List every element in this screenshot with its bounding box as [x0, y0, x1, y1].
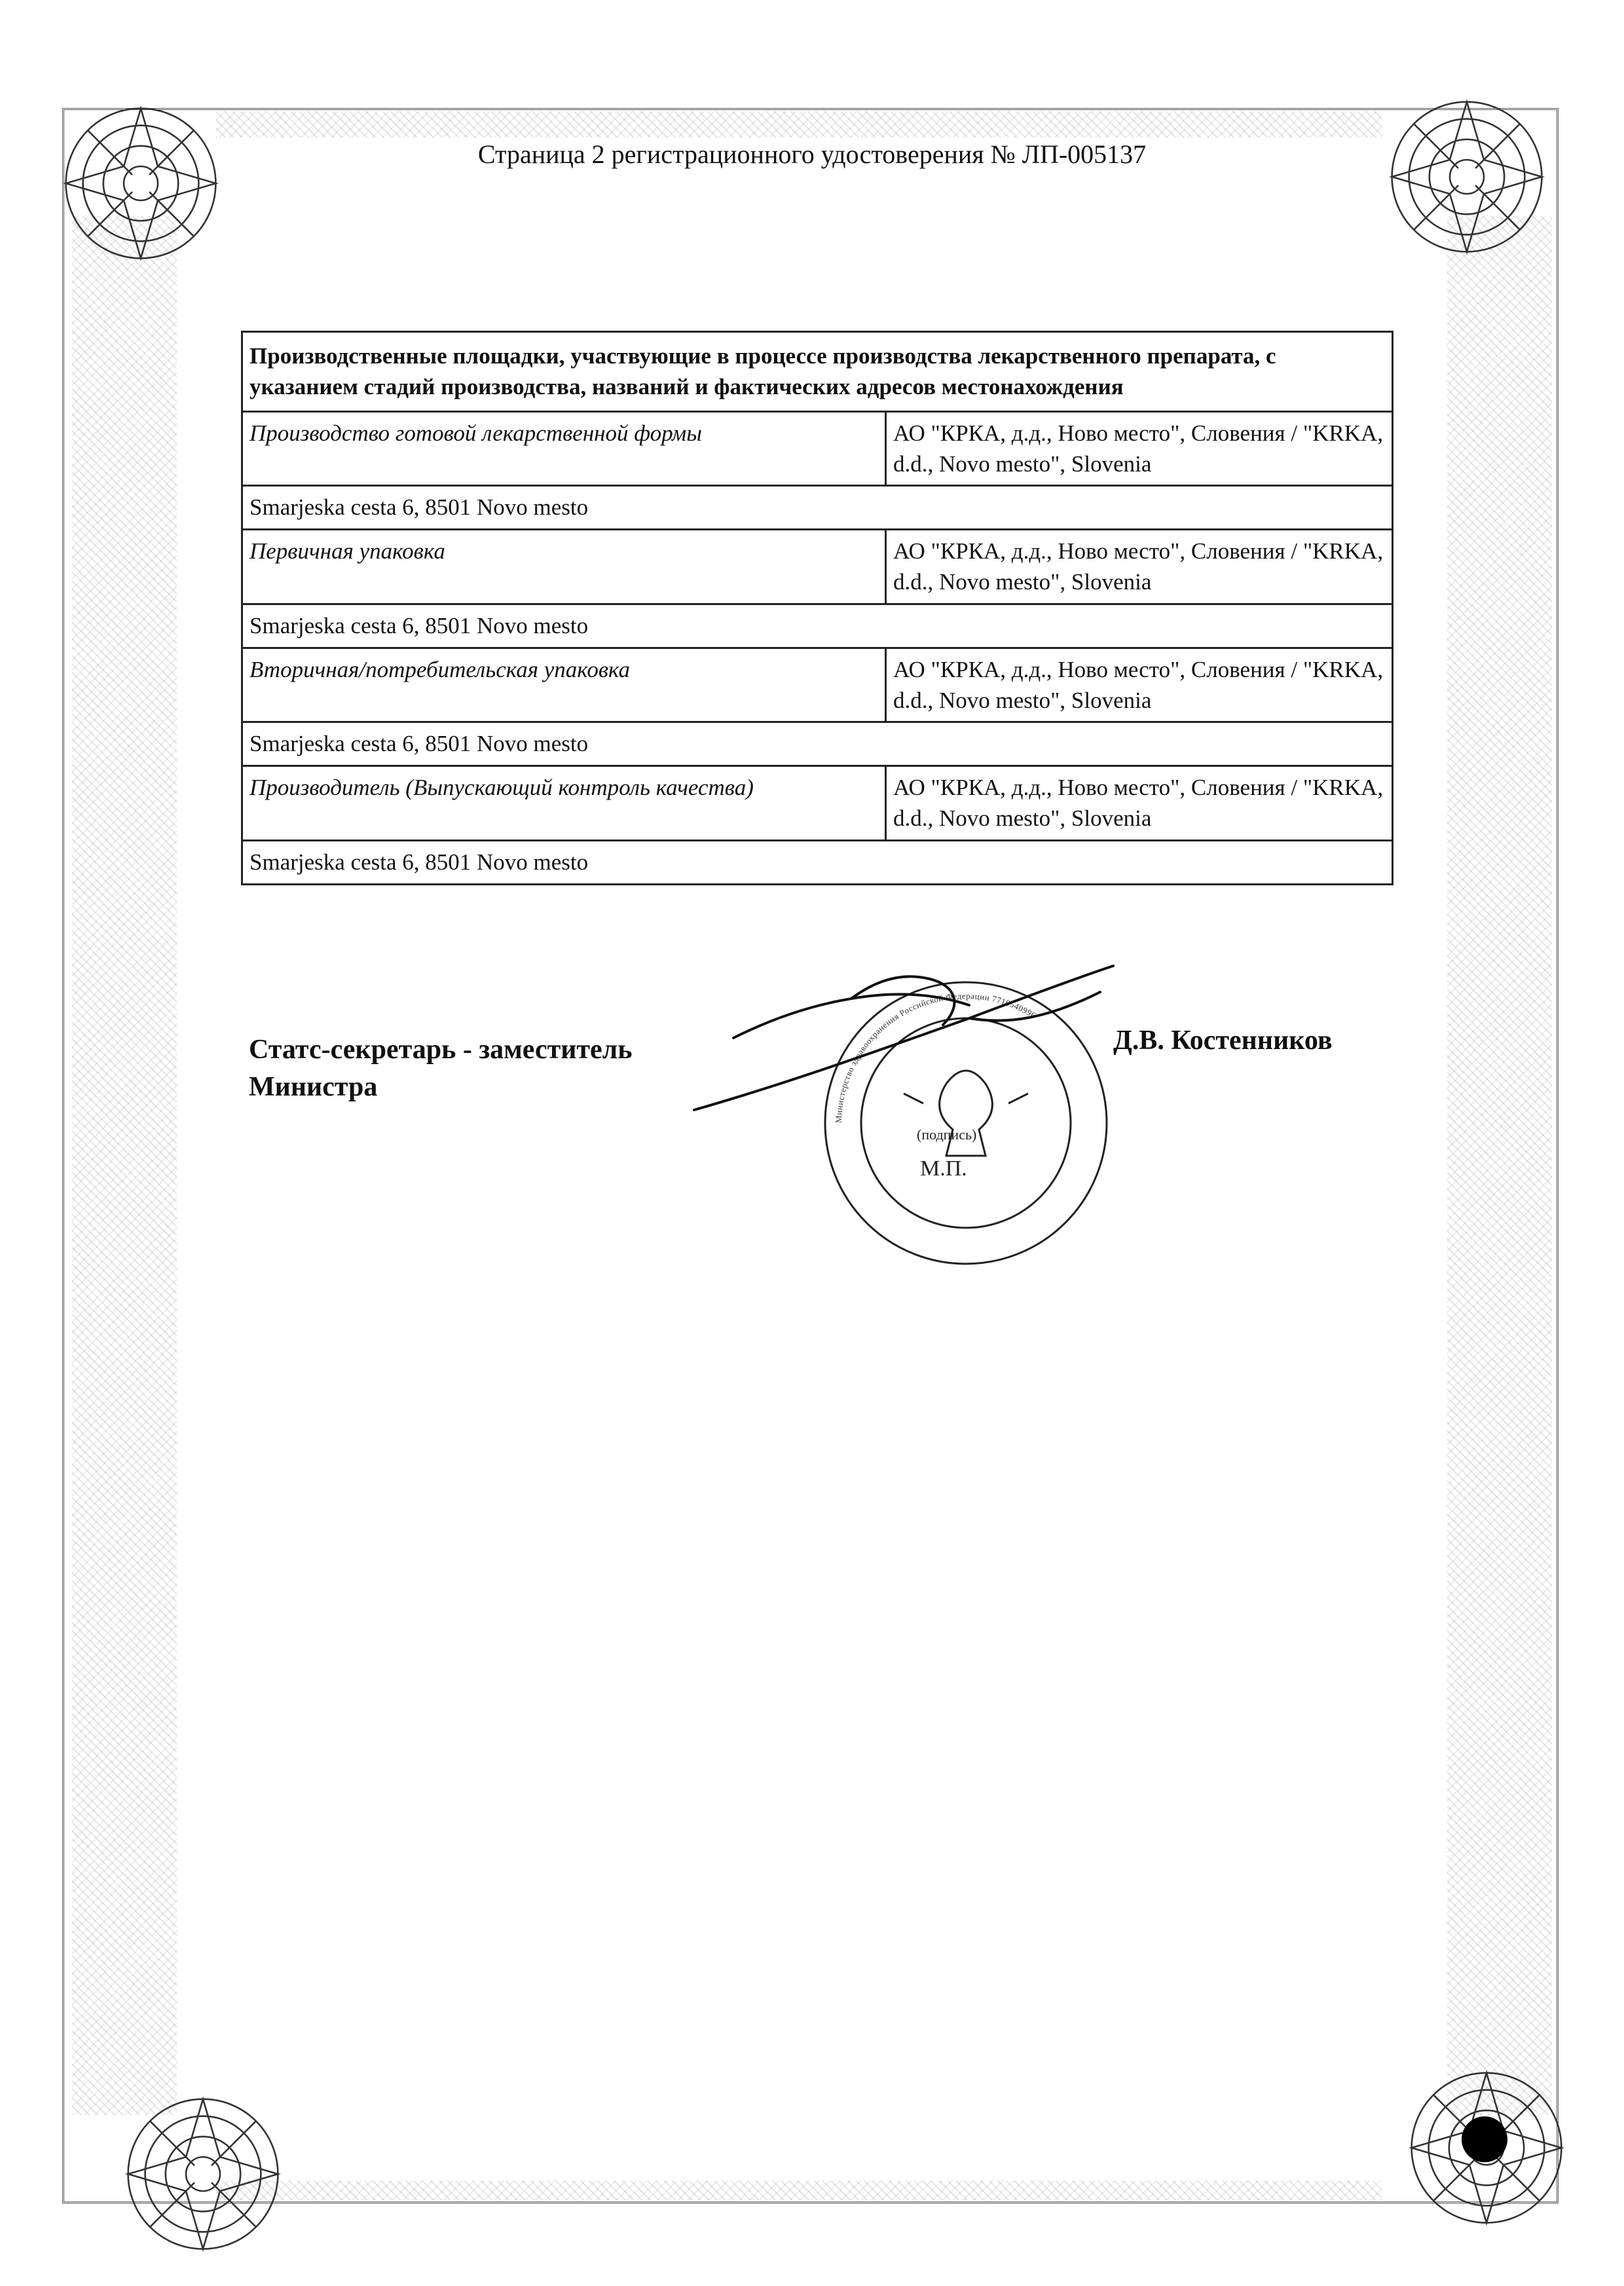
address-cell: Smarjeska cesta 6, 8501 Novo mesto [242, 840, 1393, 884]
table-row [242, 648, 1393, 722]
address-cell: Smarjeska cesta 6, 8501 Novo mesto [242, 722, 1393, 766]
table-row [242, 604, 1393, 648]
rosette-ornament-icon [1382, 92, 1552, 262]
signatory-role-line: Министра [249, 1071, 378, 1102]
signatory-name: Д.В. Костенников [1113, 1025, 1333, 1056]
table-row [242, 766, 1393, 841]
rosette-ornament-icon [56, 98, 226, 268]
page-title: Страница 2 регистрационного удостоверения № ЛП-005137 [477, 139, 1147, 169]
table-row [242, 486, 1393, 530]
rosette-ornament-icon [118, 2089, 288, 2259]
table-row [242, 722, 1393, 766]
punch-hole-dot [1462, 2116, 1507, 2162]
manufacturer-cell: АО "КРКА, д.д., Ново место", Словения / "KRKA, d.d., Novo mesto", Slovenia [886, 411, 1393, 486]
stage-cell: Производитель (Выпускающий контроль качества) [242, 766, 886, 841]
guilloche-band-right [1447, 216, 1552, 2115]
guilloche-band-bottom [216, 2181, 1382, 2200]
address-cell: Smarjeska cesta 6, 8501 Novo mesto [242, 604, 1393, 648]
seal-label: М.П. [920, 1156, 967, 1181]
signatory-role [249, 1031, 632, 1105]
signatory-role-line: Статс-секретарь - заместитель [249, 1035, 633, 1065]
handwritten-signature [681, 953, 1126, 1123]
manufacturer-cell: АО "КРКА, д.д., Ново место", Словения / "KRKA, d.d., Novo mesto", Slovenia [886, 766, 1393, 841]
table-row [242, 530, 1393, 604]
seal-label: (подпись) [917, 1126, 977, 1143]
table-heading: Производственные площадки, участвующие в процессе производства лекарственного препарата, с указанием стадий производства, названий и фактических адресов местонахождения [242, 332, 1393, 412]
table-row [242, 840, 1393, 884]
stage-cell: Вторичная/потребительская упаковка [242, 648, 886, 722]
table-row [242, 411, 1393, 486]
stage-cell: Производство готовой лекарственной формы [242, 411, 886, 486]
seal-ring-text: Министерство здравоохранения Российской Федерации 7710540996 [833, 990, 1038, 1124]
production-sites-table [241, 331, 1393, 885]
address-cell: Smarjeska cesta 6, 8501 Novo mesto [242, 486, 1393, 530]
guilloche-band-top [216, 111, 1382, 138]
stage-cell: Первичная упаковка [242, 530, 886, 604]
guilloche-band-left [72, 216, 177, 2115]
manufacturer-cell: АО "КРКА, д.д., Ново место", Словения / "KRKA, d.d., Novo mesto", Slovenia [886, 530, 1393, 604]
manufacturer-cell: АО "КРКА, д.д., Ново место", Словения / "KRKA, d.d., Novo mesto", Slovenia [886, 648, 1393, 722]
